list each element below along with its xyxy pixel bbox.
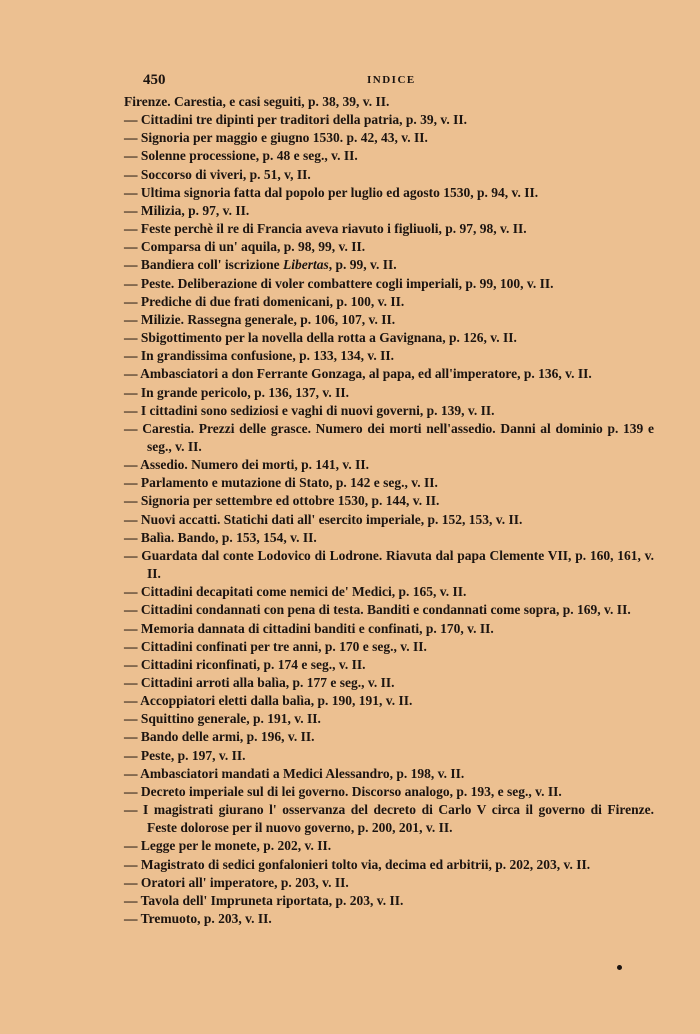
index-entry: — Bando delle armi, p. 196, v. II. bbox=[124, 729, 315, 745]
index-entry: — Decreto imperiale sul di lei governo. Discorso analogo, p. 193, e seg., v. II. bbox=[124, 783, 562, 799]
index-entry: — Ambasciatori mandati a Medici Alessandro, p. 198, v. II. bbox=[124, 765, 465, 781]
index-entry-list bbox=[124, 93, 654, 928]
index-entry: — Signoria per maggio e giugno 1530. p. 42, 43, v. II. bbox=[124, 130, 428, 146]
index-entry: — Legge per le monete, p. 202, v. II. bbox=[124, 838, 332, 854]
index-entry: — Assedio. Numero dei morti, p. 141, v. II. bbox=[124, 457, 370, 473]
index-entry: — Tremuoto, p. 203, v. II. bbox=[124, 911, 272, 927]
running-title: INDICE bbox=[367, 74, 416, 86]
index-entry: — Bandiera coll' iscrizione Libertas, p. 99, v. II. bbox=[124, 257, 397, 273]
index-entry: — Peste, p. 197, v. II. bbox=[124, 747, 246, 763]
index-entry: — Accoppiatori eletti dalla balìa, p. 190, 191, v. II. bbox=[124, 693, 413, 709]
index-entry: — Prediche di due frati domenicani, p. 100, v. II. bbox=[124, 293, 405, 309]
index-entry: — Comparsa di un' aquila, p. 98, 99, v. II. bbox=[124, 239, 366, 255]
index-entry: — I magistrati giurano l' osservanza del decreto di Carlo V circa il governo di Firenze. Feste dolorose per il nuovo governo, p. 200, 201, v. II. bbox=[124, 802, 654, 836]
index-entry: — Guardata dal conte Lodovico di Lodrone. Riavuta dal papa Clemente VII, p. 160, 161, v. II. bbox=[124, 547, 654, 582]
index-entry: — Balìa. Bando, p. 153, 154, v. II. bbox=[124, 529, 317, 545]
index-entry: — Cittadini condannati con pena di testa. Banditi e condannati come sopra, p. 169, v. II. bbox=[124, 602, 631, 618]
index-entry: — Cittadini tre dipinti per traditori della patria, p. 39, v. II. bbox=[124, 112, 468, 128]
index-entry: — Ultima signoria fatta dal popolo per luglio ed agosto 1530, p. 94, v. II. bbox=[124, 184, 539, 200]
index-entry: — Oratori all' imperatore, p. 203, v. II. bbox=[124, 874, 349, 890]
index-entry: Firenze. Carestia, e casi seguiti, p. 38, 39, v. II. bbox=[124, 94, 390, 109]
page-header bbox=[143, 72, 663, 92]
index-entry: — In grandissima confusione, p. 133, 134, v. II. bbox=[124, 348, 395, 364]
index-entry: — Ambasciatori a don Ferrante Gonzaga, al papa, ed all'imperatore, p. 136, v. II. bbox=[124, 366, 592, 382]
index-entry: — In grande pericolo, p. 136, 137, v. II. bbox=[124, 384, 350, 400]
index-entry: — Milizie. Rassegna generale, p. 106, 107, v. II. bbox=[124, 311, 396, 327]
index-entry: — Cittadini confinati per tre anni, p. 170 e seg., v. II. bbox=[124, 638, 427, 654]
index-entry: — Cittadini arroti alla balìa, p. 177 e seg., v. II. bbox=[124, 675, 395, 690]
index-entry: — I cittadini sono sediziosi e vaghi di nuovi governi, p. 139, v. II. bbox=[124, 402, 495, 418]
index-entry: — Magistrato di sedici gonfalonieri tolto via, decima ed arbitrii, p. 202, 203, v. II. bbox=[124, 856, 591, 872]
ink-speck bbox=[617, 965, 622, 970]
index-entry: — Cittadini decapitati come nemici de' Medici, p. 165, v. II. bbox=[124, 584, 467, 600]
index-entry: — Squittino generale, p. 191, v. II. bbox=[124, 711, 321, 727]
page-number: 450 bbox=[143, 72, 166, 88]
index-entry: — Sbigottimento per la novella della rotta a Gavignana, p. 126, v. II. bbox=[124, 330, 517, 346]
index-entry: — Parlamento e mutazione di Stato, p. 142 e seg., v. II. bbox=[124, 475, 438, 491]
index-entry: — Cittadini riconfinati, p. 174 e seg., v. II. bbox=[124, 656, 366, 672]
index-entry: — Milizia, p. 97, v. II. bbox=[124, 202, 250, 218]
index-entry: — Nuovi accatti. Statichi dati all' esercito imperiale, p. 152, 153, v. II. bbox=[124, 511, 523, 527]
index-entry: — Peste. Deliberazione di voler combattere cogli imperiali, p. 99, 100, v. II. bbox=[124, 275, 554, 291]
index-entry: — Memoria dannata di cittadini banditi e confinati, p. 170, v. II. bbox=[124, 620, 494, 636]
index-entry: — Feste perchè il re di Francia aveva riavuto i figliuoli, p. 97, 98, v. II. bbox=[124, 221, 527, 237]
index-entry: — Soccorso di viveri, p. 51, v, II. bbox=[124, 166, 311, 182]
index-entry: — Carestia. Prezzi delle grasce. Numero dei morti nell'assedio. Danni al dominio p. 139 e seg., v. II. bbox=[124, 420, 654, 454]
index-entry: — Solenne processione, p. 48 e seg., v. II. bbox=[124, 148, 358, 164]
index-entry: — Tavola dell' Impruneta riportata, p. 203, v. II. bbox=[124, 892, 404, 908]
index-entry: — Signoria per settembre ed ottobre 1530, p. 144, v. II. bbox=[124, 493, 440, 509]
